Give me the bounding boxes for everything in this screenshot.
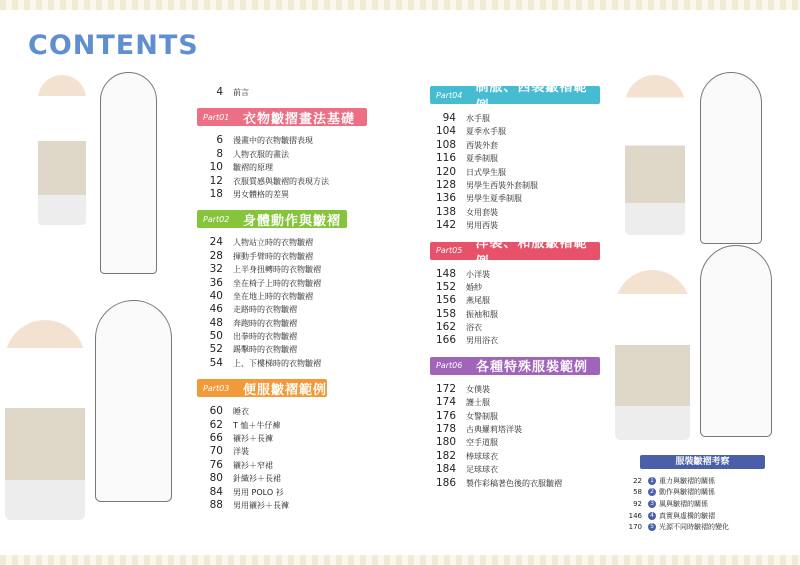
part05-header[interactable]: Part05 洋裝、和服皺褶範例 <box>430 242 600 260</box>
toc-entry[interactable]: 66 襯衫＋長褲 <box>209 432 273 445</box>
column-entry[interactable]: 22 1 重力與皺褶的關係 <box>633 476 715 485</box>
toc-entry[interactable]: 116 夏季制服 <box>435 152 498 165</box>
toc-entry[interactable]: 120 日式學生服 <box>435 165 506 178</box>
toc-entry[interactable]: 54 上、下樓梯時的衣物皺褶 <box>209 356 321 369</box>
toc-entry[interactable]: 6 漫畫中的衣物皺摺表現 <box>216 134 313 147</box>
toc-entry[interactable]: 10 皺褶的原理 <box>209 161 273 174</box>
toc-entry[interactable]: 84 男用 POLO 衫 <box>209 485 284 498</box>
toc-entry[interactable]: 176 女警制服 <box>435 409 498 422</box>
sketch-running-woman <box>95 300 172 502</box>
sketch-seated-woman <box>100 72 157 274</box>
part02-header[interactable]: Part02 身體動作與皺褶 <box>197 210 347 228</box>
toc-entry[interactable]: 152 婚紗 <box>435 280 482 293</box>
toc-entry[interactable]: 174 護士服 <box>435 396 490 409</box>
number-badge-icon: 3 <box>648 500 656 508</box>
part04-header[interactable]: Part04 制服、西裝皺褶範例 <box>430 86 600 104</box>
column-entry[interactable]: 58 2 動作與皺褶的關係 <box>633 488 715 497</box>
toc-entry-preface[interactable]: 4 前言 <box>216 86 249 98</box>
sketch-walking-man <box>700 72 762 244</box>
number-badge-icon: 1 <box>648 477 656 485</box>
toc-entry[interactable]: 62 T 恤＋牛仔褲 <box>209 418 281 431</box>
toc-entry[interactable]: 158 振袖和服 <box>435 307 498 320</box>
toc-entry[interactable]: 148 小洋裝 <box>435 267 490 280</box>
toc-entry[interactable]: 180 空手道服 <box>435 436 498 449</box>
photo-walking-man <box>625 75 685 235</box>
toc-entry[interactable]: 184 足球球衣 <box>435 463 498 476</box>
toc-entry[interactable]: 128 男學生西裝外套制服 <box>435 178 538 191</box>
toc-entry[interactable]: 94 水手服 <box>442 112 490 124</box>
toc-entry[interactable]: 8 人物衣服的畫法 <box>216 147 289 160</box>
column-entry[interactable]: 146 4 真實與虛構的皺褶 <box>628 511 715 520</box>
sketch-seated-man <box>700 245 772 437</box>
page-title: CONTENTS <box>28 30 199 61</box>
column-study-box <box>620 455 785 533</box>
top-decorative-stripe <box>0 0 800 10</box>
number-badge-icon: 5 <box>648 523 656 531</box>
toc-entry[interactable]: 104 夏季水手服 <box>435 125 506 138</box>
toc-entry[interactable]: 76 襯衫＋窄裙 <box>209 458 273 471</box>
toc-entry[interactable]: 48 奔跑時的衣物皺褶 <box>209 316 297 329</box>
toc-entry[interactable]: 80 針織衫＋長裙 <box>209 472 281 485</box>
toc-entry[interactable]: 24 人物站立時的衣物皺褶 <box>209 236 313 249</box>
toc-entry[interactable]: 12 衣服質感與皺褶的表現方法 <box>209 174 329 187</box>
column-study-title: 服裝皺褶考察 <box>640 455 765 469</box>
toc-entry[interactable]: 186 製作彩稿著色後的衣服皺褶 <box>435 476 562 489</box>
bottom-decorative-stripe <box>0 555 800 565</box>
toc-column-right <box>430 80 610 490</box>
toc-entry[interactable]: 142 男用西裝 <box>435 219 498 232</box>
part01-header[interactable]: Part01 衣物皺摺畫法基礎 <box>197 108 367 126</box>
toc-entry[interactable]: 18 男女體格的差異 <box>209 187 289 200</box>
toc-entry[interactable]: 138 女用套裝 <box>435 205 498 218</box>
toc-entry[interactable]: 40 坐在地上時的衣物皺褶 <box>209 289 313 302</box>
toc-entry[interactable]: 182 棒球球衣 <box>435 449 498 462</box>
number-badge-icon: 2 <box>648 488 656 496</box>
photo-seated-man <box>615 270 690 440</box>
toc-entry[interactable]: 32 上半身扭轉時的衣物皺褶 <box>209 263 321 276</box>
part03-header[interactable]: Part03 便服皺褶範例 <box>197 379 327 397</box>
toc-entry[interactable]: 108 西裝外套 <box>435 138 498 151</box>
toc-entry[interactable]: 166 男用浴衣 <box>435 334 498 347</box>
column-entry[interactable]: 92 3 風與皺褶的關係 <box>633 499 708 508</box>
toc-entry[interactable]: 46 走路時的衣物皺褶 <box>209 303 297 316</box>
toc-entry[interactable]: 172 女僕裝 <box>435 382 490 395</box>
toc-entry[interactable]: 156 燕尾服 <box>435 294 490 307</box>
column-entry[interactable]: 170 5 光源不同時皺褶的變化 <box>628 523 729 532</box>
photo-running-woman <box>5 320 85 520</box>
toc-entry[interactable]: 178 古典羅莉塔洋裝 <box>435 423 522 436</box>
toc-entry[interactable]: 36 坐在椅子上時的衣物皺褶 <box>209 276 321 289</box>
toc-entry[interactable]: 52 踢擊時的衣物皺褶 <box>209 343 297 356</box>
toc-entry[interactable]: 50 出拳時的衣物皺褶 <box>209 330 297 343</box>
number-badge-icon: 4 <box>648 512 656 520</box>
toc-entry[interactable]: 60 睡衣 <box>209 405 249 418</box>
toc-entry[interactable]: 136 男學生夏季制服 <box>435 192 522 205</box>
toc-entry[interactable]: 70 洋裝 <box>209 445 249 458</box>
photo-seated-woman <box>38 75 86 225</box>
part06-header[interactable]: Part06 各種特殊服裝範例 <box>430 357 600 375</box>
toc-entry[interactable]: 162 浴衣 <box>435 321 482 334</box>
toc-entry[interactable]: 88 男用襯衫＋長褲 <box>209 498 289 511</box>
toc-entry[interactable]: 28 揮動手臂時的衣物皺褶 <box>209 249 313 262</box>
toc-column-left <box>197 86 377 512</box>
